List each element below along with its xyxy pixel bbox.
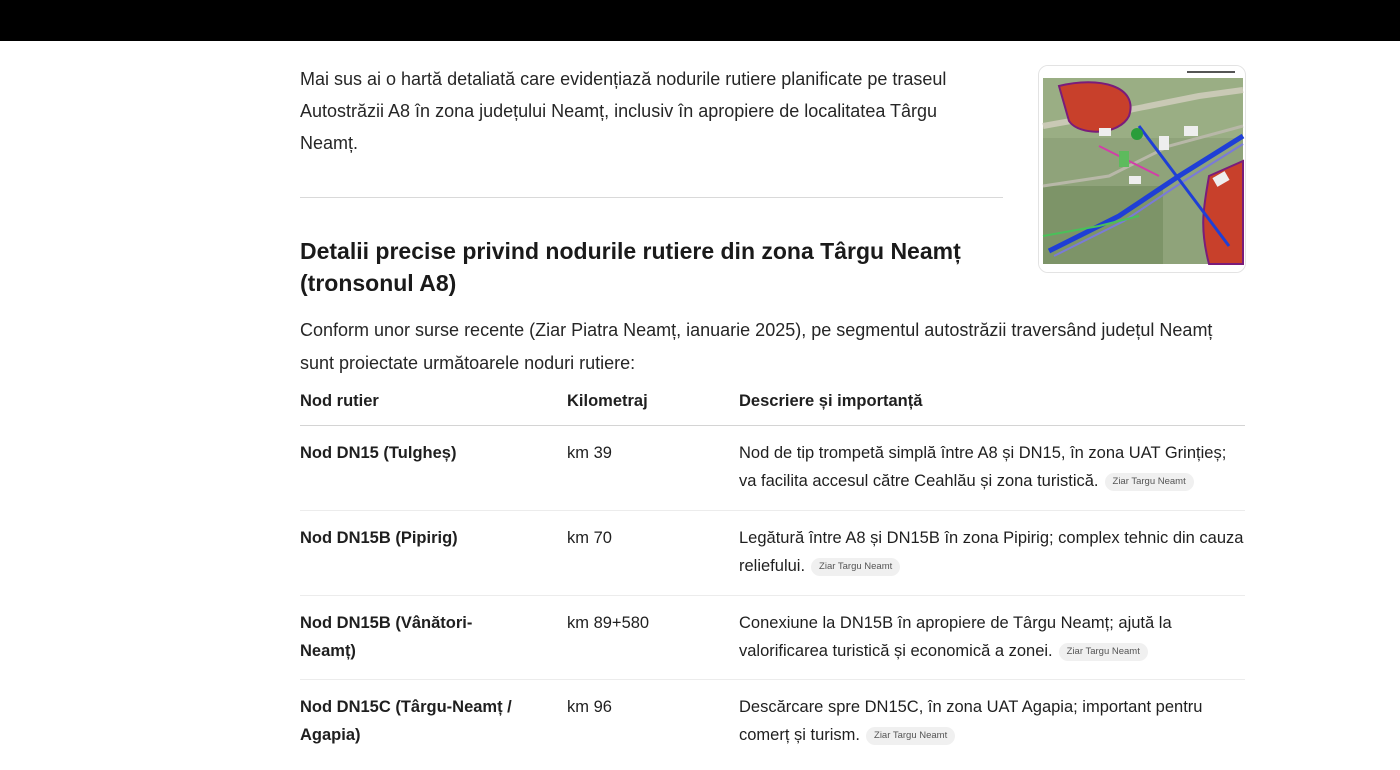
node-km: km 70: [567, 511, 739, 596]
top-bar: [0, 0, 1400, 41]
node-description-cell: [739, 680, 1245, 766]
source-badge[interactable]: Ziar Targu Neamt: [866, 727, 955, 745]
table-header-row: [300, 392, 1245, 426]
map-image-thumbnail[interactable]: [1038, 65, 1246, 273]
table-row: [300, 511, 1245, 596]
header-km: Kilometraj: [567, 392, 739, 426]
node-name: Nod DN15B (Vânători-Neamț): [300, 596, 567, 680]
divider: [300, 197, 1003, 198]
lead-paragraph: Conform unor surse recente (Ziar Piatra Neamț, ianuarie 2025), pe segmentul autostrăzii traversând județul Neamț sunt proiectate următoarele noduri rutiere:: [300, 320, 1213, 373]
node-km: km 89+580: [567, 596, 739, 680]
node-name: Nod DN15 (Tulgheș): [300, 426, 567, 511]
node-km: km 39: [567, 426, 739, 511]
road-nodes-table: [300, 392, 1245, 765]
node-description: Nod de tip trompetă simplă între A8 și DN15, în zona UAT Grințieș; va facilita accesul către Ceahlău și zona turistică.: [739, 444, 1227, 490]
section-heading: Detalii precise privind nodurile rutiere din zona Târgu Neamț (tronsonul A8): [300, 238, 961, 296]
road-node-map-image: [1039, 66, 1245, 272]
node-description-cell: [739, 511, 1245, 596]
node-description: Conexiune la DN15B în apropiere de Târgu Neamț; ajută la valorificarea turistică și economică a zonei.: [739, 614, 1172, 660]
table-row: [300, 426, 1245, 511]
source-badge[interactable]: Ziar Targu Neamt: [811, 558, 900, 576]
source-badge[interactable]: Ziar Targu Neamt: [1059, 643, 1148, 661]
node-km: km 96: [567, 698, 612, 716]
node-description-cell: [739, 426, 1245, 511]
header-description: Descriere și importanță: [739, 392, 1245, 426]
source-badge[interactable]: Ziar Targu Neamt: [1105, 473, 1194, 491]
node-description: Legătură între A8 și DN15B în zona Pipirig; complex tehnic din cauza reliefului.: [739, 529, 1244, 575]
node-description: Descărcare spre DN15C, în zona UAT Agapia; important pentru comerț și turism.: [739, 698, 1203, 744]
node-name: Nod DN15B (Pipirig): [300, 511, 567, 596]
intro-paragraph: Mai sus ai o hartă detaliată care evidențiază nodurile rutiere planificate pe traseul Autostrăzii A8 în zona județului Neamț, inclusiv în apropiere de localitatea Târgu Neamț.: [300, 69, 947, 153]
table-row: [300, 680, 1245, 766]
header-node: Nod rutier: [300, 392, 567, 426]
node-description-cell: [739, 596, 1245, 680]
table-row: [300, 596, 1245, 680]
node-name: Nod DN15C (Târgu-Neamț / Agapia): [300, 698, 512, 744]
